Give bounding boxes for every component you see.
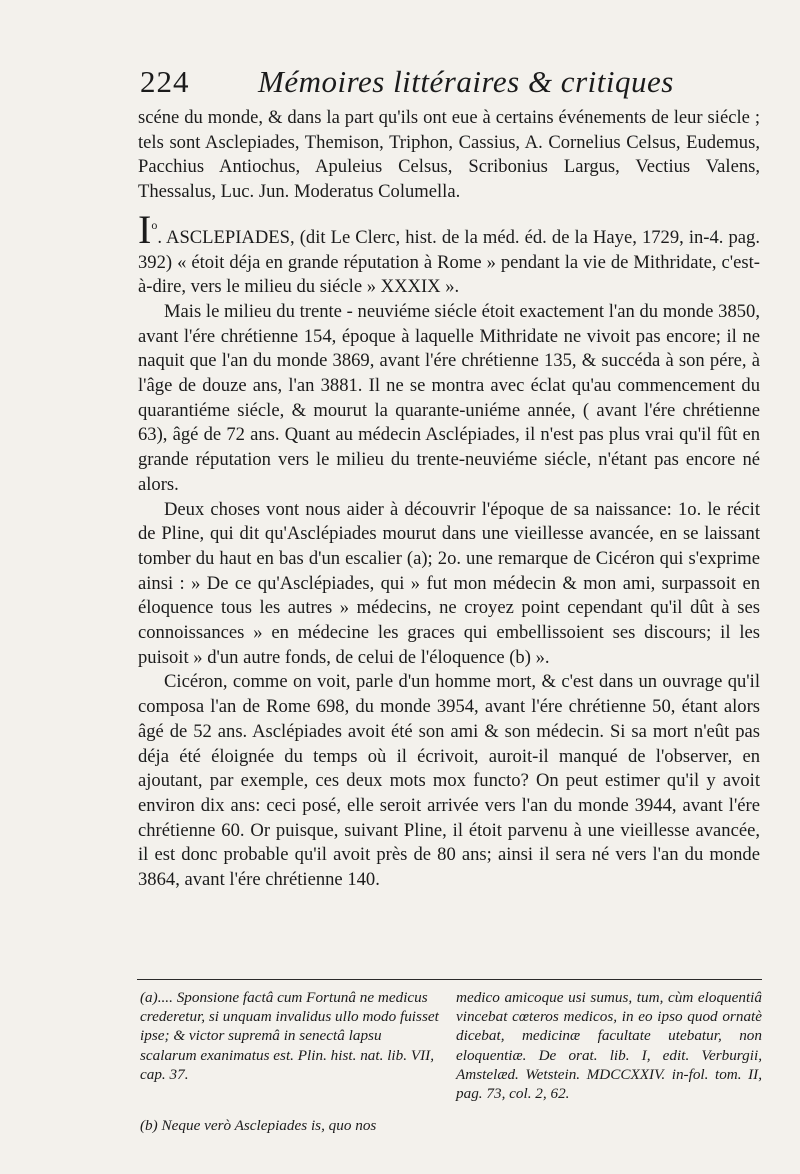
paragraph-2 <box>138 206 760 300</box>
paragraph-5: Cicéron, comme on voit, parle d'un homme mort, & c'est dans un ouvrage qu'il composa l'an de Rome 698, du monde 3954, avant l'ére chrétienne 50, étant alors âgé de 52 ans. Asclépiades avoit été son ami & son médecin. Si sa mort n'eût pas déja été éloignée du temps où il écrivoit, auroit-il manqué de l'observer, en ajoutant, par exemple, ces deux mots mox functo? On peut estimer qu'il y avoit environ dix ans: ceci posé, elle seroit arrivée vers l'an du monde 3944, avant l'ére chrétienne 60. Or puisque, suivant Pline, il étoit parvenu à une vieillesse avancée, il est donc probable qu'il avoit près de 80 ans; ainsi il sera né vers l'an du monde 3864, avant l'ére chrétienne 140. <box>138 671 760 891</box>
footnote-column-left <box>140 988 440 1084</box>
paragraph-2-text: . ASCLEPIADES, (dit Le Clerc, hist. de la méd. éd. de la Haye, 1729, in-4. pag. 392) « étoit déja en grande réputation à Rome » pendant la vie de Mithridate, c'est-à-dire, vers le milieu du siécle » XXXIX ». <box>138 226 760 298</box>
footnote-a-left: (a).... Sponsione factâ cum Fortunâ ne medicus crederetur, si unquam invalidus ullo modo fuisset ipse; & victor supremâ in senectâ lapsu scalarum exanimatus est. Plin. hist. nat. lib. VII, cap. 37. <box>140 989 439 1083</box>
footnote-column-right <box>456 988 762 1103</box>
paragraph-4: Deux choses vont nous aider à découvrir l'époque de sa naissance: 1o. le récit de Pline, qui dit qu'Asclépiades mourut dans une vieillesse avancée, en se laissant tomber du haut en bas d'un escalier (a); 2o. une remarque de Cicéron qui s'exprime ainsi : » De ce qu'Asclépiades, qui » fut mon médecin & mon ami, surpassoit en éloquence tous les autres » médecins, ne croyez point cependant qu'il dût à ses connoissances » en médecine les graces qui embellissoient ses discours; il les puisoit » d'un autre fonds, de celui de l'éloquence (b) ». <box>138 498 760 668</box>
drop-cap-superscript: o <box>151 217 158 232</box>
footnote-a-right: medico amicoque usi sumus, tum, cùm eloquentiâ vincebat cœteros medicos, in eo ipso quod ornatè dicebat, medicinæ facultate utebatur, non eloquentiæ. De orat. lib. I, edit. Verburgii, Amstelæd. Wetstein. MDCCXXIV. in-fol. tom. II, pag. 73, col. 2, 62. <box>456 989 762 1103</box>
paragraph-3: Mais le milieu du trente - neuviéme siécle étoit exactement l'an du monde 3850, avant l'ére chrétienne 154, époque à laquelle Mithridate ne vivoit pas encore; il ne naquit que l'an du monde 3869, avant l'ére chrétienne 135, & succéda à son pére, à l'âge de douze ans, l'an 3881. Il ne se montra avec éclat qu'au commencement du quarantiéme siécle, & mourut la quarante-uniéme année, ( avant l'ére chrétienne 63), âgé de 72 ans. Quant au médecin Asclépiades, il n'est pas plus vrai qu'il fût en grande réputation vers le milieu du trente-neuviéme siécle, n'étant pas encore né alors. <box>138 300 760 495</box>
page-header <box>140 64 740 108</box>
footnote-b: (b) Neque verò Asclepiades is, quo nos <box>140 1117 377 1134</box>
page-number: 224 <box>140 64 190 99</box>
drop-cap: I <box>138 206 152 252</box>
body-text <box>138 106 760 893</box>
footnote-rule <box>137 979 762 980</box>
paragraph-1: scéne du monde, & dans la part qu'ils ont eue à certains événements de leur siécle ; tels sont Asclepiades, Themison, Triphon, Cassius, A. Cornelius Celsus, Eudemus, Pacchius Antiochus, Apuleius Celsus, Scribonius Largus, Vectius Valens, Thessalus, Luc. Jun. Moderatus Columella. <box>138 107 760 203</box>
running-title: Mémoires littéraires & critiques <box>258 64 674 99</box>
